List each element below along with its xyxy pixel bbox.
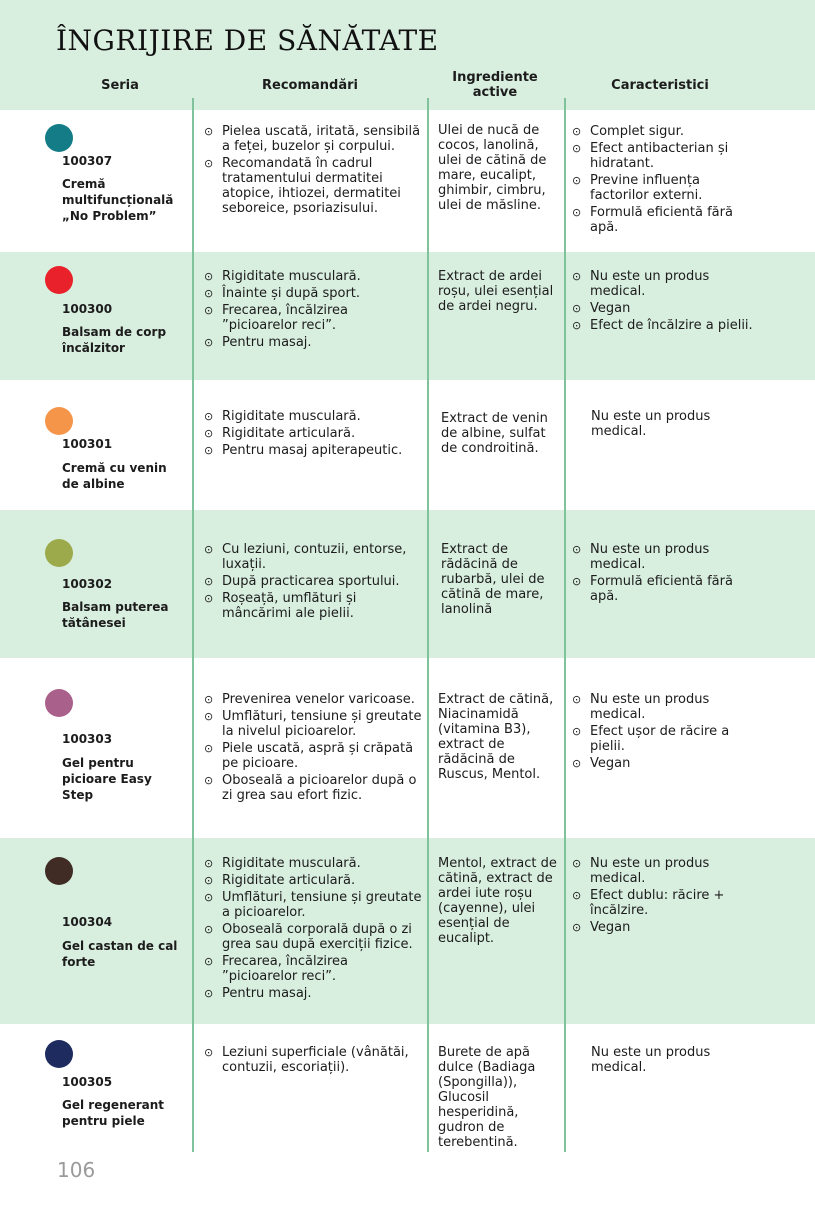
ingredients-text: Extract de rădăcină de rubarbă, ulei de cătină de mare, lanolină bbox=[441, 542, 545, 617]
color-swatch bbox=[45, 689, 73, 717]
column-header-ingredients: Ingrediente active bbox=[452, 70, 538, 100]
recommendations-list bbox=[204, 542, 426, 623]
list-item: ⊙ Umflături, tensiune și greutate la nivelul picioarelor. bbox=[204, 709, 426, 739]
list-item: ⊙ Nu este un produs medical. bbox=[572, 542, 762, 572]
ingredients-text: Mentol, extract de cătină, extract de ardei iute roșu (cayenne), ulei esențial de eucalipt. bbox=[438, 856, 557, 946]
recommendations-list bbox=[204, 269, 426, 352]
list-item: ⊙ Formulă eficientă fără apă. bbox=[572, 574, 762, 604]
product-name: Gel castan de cal forte bbox=[62, 939, 178, 969]
list-item: ⊙ Frecarea, încălzirea ”picioarelor reci”. bbox=[204, 303, 426, 333]
color-swatch bbox=[45, 124, 73, 152]
recommendations-list bbox=[204, 409, 426, 460]
list-item: ⊙ Efect antibacterian și hidratant. bbox=[572, 141, 762, 171]
column-header-recommendations: Recomandări bbox=[262, 78, 358, 93]
product-code: 100307 bbox=[62, 154, 113, 168]
table-row bbox=[0, 1024, 815, 1152]
features-list bbox=[572, 856, 762, 937]
recommendations-list bbox=[204, 692, 426, 805]
product-code: 100301 bbox=[62, 437, 113, 451]
list-item: ⊙ Pentru masaj. bbox=[204, 335, 426, 350]
features-list bbox=[572, 542, 762, 606]
features-text: Nu este un produs medical. bbox=[591, 1045, 711, 1075]
list-item: ⊙ Piele uscată, aspră și crăpată pe picioare. bbox=[204, 741, 426, 771]
list-item: ⊙ Umflături, tensiune și greutate a picioarelor. bbox=[204, 890, 426, 920]
recommendations-list bbox=[204, 124, 426, 218]
product-name: Cremă multifuncțională „No Problem” bbox=[62, 177, 174, 223]
product-name: Balsam de corp încălzitor bbox=[62, 325, 167, 355]
features-text: Nu este un produs medical. bbox=[591, 409, 711, 439]
recommendations-list bbox=[204, 856, 426, 1003]
column-divider bbox=[427, 98, 429, 1152]
column-divider bbox=[564, 98, 566, 1152]
ingredients-text: Extract de ardei roșu, ulei esențial de ardei negru. bbox=[438, 269, 554, 314]
list-item: ⊙ Rigiditate articulară. bbox=[204, 426, 426, 441]
column-header-series: Seria bbox=[101, 78, 139, 93]
list-item: ⊙ Rigiditate musculară. bbox=[204, 409, 426, 424]
table-header bbox=[0, 0, 815, 110]
list-item: ⊙ Efect de încălzire a pielii. bbox=[572, 318, 762, 333]
ingredients-text: Extract de venin de albine, sulfat de condroitină. bbox=[441, 411, 548, 456]
product-code: 100300 bbox=[62, 302, 113, 316]
product-code: 100303 bbox=[62, 732, 113, 746]
list-item: ⊙ După practicarea sportului. bbox=[204, 574, 426, 589]
recommendations-list bbox=[204, 1045, 426, 1077]
list-item: ⊙ Leziuni superficiale (vânătăi, contuzii, escoriații). bbox=[204, 1045, 426, 1075]
list-item: ⊙ Oboseală a picioarelor după o zi grea sau efort fizic. bbox=[204, 773, 426, 803]
list-item: ⊙ Efect dublu: răcire + încălzire. bbox=[572, 888, 762, 918]
list-item: ⊙ Nu este un produs medical. bbox=[572, 269, 762, 299]
color-swatch bbox=[45, 266, 73, 294]
product-name: Balsam puterea tătânesei bbox=[62, 600, 169, 630]
ingredients-text: Ulei de nucă de cocos, lanolină, ulei de cătină de mare, eucalipt, ghimbir, cimbru, ulei de măsline. bbox=[438, 123, 547, 213]
list-item: ⊙ Nu este un produs medical. bbox=[572, 856, 762, 886]
list-item: ⊙ Oboseală corporală după o zi grea sau după exerciții fizice. bbox=[204, 922, 426, 952]
list-item: ⊙ Cu leziuni, contuzii, entorse, luxații. bbox=[204, 542, 426, 572]
product-code: 100302 bbox=[62, 577, 113, 591]
list-item: ⊙ Pentru masaj. bbox=[204, 986, 426, 1001]
product-name: Gel pentru picioare Easy Step bbox=[62, 756, 152, 802]
ingredients-text: Extract de cătină, Niacinamidă (vitamina B3), extract de rădăcină de Ruscus, Mentol. bbox=[438, 692, 554, 782]
features-list bbox=[572, 124, 762, 237]
product-code: 100304 bbox=[62, 915, 113, 929]
list-item: ⊙ Rigiditate musculară. bbox=[204, 269, 426, 284]
list-item: ⊙ Efect ușor de răcire a pielii. bbox=[572, 724, 762, 754]
list-item: ⊙ Nu este un produs medical. bbox=[572, 692, 762, 722]
list-item: ⊙ Pentru masaj apiterapeutic. bbox=[204, 443, 426, 458]
features-list bbox=[572, 692, 762, 773]
features-list bbox=[572, 269, 762, 335]
column-divider bbox=[192, 98, 194, 1152]
ingredients-text: Burete de apă dulce (Badiaga (Spongilla)), Glucosil hesperidină, gudron de terebentină. bbox=[438, 1045, 536, 1150]
column-header-features: Caracteristici bbox=[611, 78, 709, 93]
list-item: ⊙ Rigiditate musculară. bbox=[204, 856, 426, 871]
list-item: ⊙ Înainte și după sport. bbox=[204, 286, 426, 301]
product-code: 100305 bbox=[62, 1075, 113, 1089]
list-item: ⊙ Vegan bbox=[572, 756, 762, 771]
page-title: ÎNGRIJIRE DE SĂNĂTATE bbox=[56, 24, 439, 57]
list-item: ⊙ Formulă eficientă fără apă. bbox=[572, 205, 762, 235]
list-item: ⊙ Vegan bbox=[572, 920, 762, 935]
list-item: ⊙ Recomandată în cadrul tratamentului dermatitei atopice, ihtiozei, dermatitei seboreice, psoriazisului. bbox=[204, 156, 426, 216]
color-swatch bbox=[45, 857, 73, 885]
product-name: Gel regenerant pentru piele bbox=[62, 1098, 165, 1128]
list-item: ⊙ Roșeață, umflături și mâncărimi ale pielii. bbox=[204, 591, 426, 621]
list-item: ⊙ Complet sigur. bbox=[572, 124, 762, 139]
page-number: 106 bbox=[57, 1158, 96, 1182]
list-item: ⊙ Frecarea, încălzirea ”picioarelor reci”. bbox=[204, 954, 426, 984]
list-item: ⊙ Previne influența factorilor externi. bbox=[572, 173, 762, 203]
product-name: Cremă cu venin de albine bbox=[62, 461, 167, 491]
list-item: ⊙ Pielea uscată, iritată, sensibilă a feței, buzelor și corpului. bbox=[204, 124, 426, 154]
color-swatch bbox=[45, 407, 73, 435]
list-item: ⊙ Vegan bbox=[572, 301, 762, 316]
color-swatch bbox=[45, 1040, 73, 1068]
color-swatch bbox=[45, 539, 73, 567]
list-item: ⊙ Prevenirea venelor varicoase. bbox=[204, 692, 426, 707]
list-item: ⊙ Rigiditate articulară. bbox=[204, 873, 426, 888]
